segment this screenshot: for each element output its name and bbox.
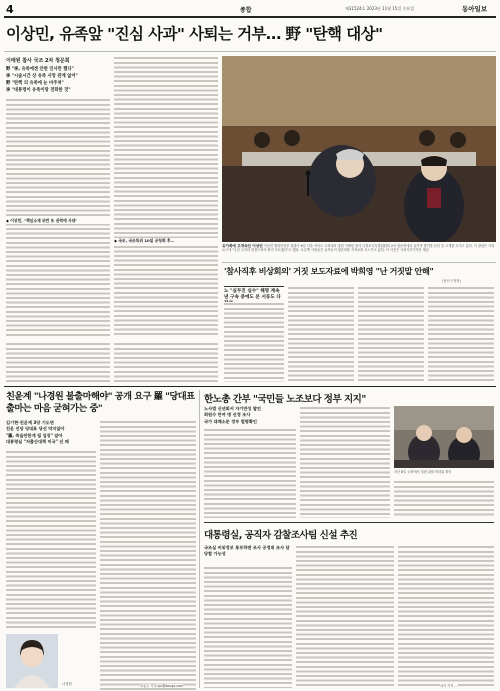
middle-bottom-subitems bbox=[204, 406, 304, 425]
page-number: 4 bbox=[6, 3, 14, 16]
portrait-photo bbox=[6, 634, 58, 688]
left-bottom-text1 bbox=[6, 450, 96, 630]
hearing-photo bbox=[222, 56, 496, 242]
body-text-col2 bbox=[114, 56, 218, 338]
kicker: 이태원 참사 국조 2차 청문회 bbox=[6, 58, 70, 64]
portrait-illustration bbox=[6, 634, 58, 688]
subhead: 野 "李, 유족에겐 안한 인사만 했다" bbox=[6, 67, 74, 72]
column-divider bbox=[199, 390, 200, 688]
right-story-text3 bbox=[358, 286, 424, 382]
meeting-illustration bbox=[394, 406, 494, 468]
masthead-rule bbox=[4, 16, 496, 18]
right-bottom-text1 bbox=[204, 566, 292, 688]
middle-bottom-text3 bbox=[394, 480, 494, 518]
right-story-text1 bbox=[224, 302, 284, 382]
right-story-text2 bbox=[288, 286, 354, 382]
right-story-text4 bbox=[428, 286, 494, 382]
footer-byline: 조동주 기자 djc@donga.com bbox=[140, 684, 184, 688]
meeting-photo bbox=[394, 406, 494, 468]
middle-bottom-headline: 한노총 간부 "국민들 노조보다 정부 지지" bbox=[204, 394, 366, 405]
right-bottom-subline: 국조실 비위정보 통보하면 조사 공정위 조사 담당할 가능성 bbox=[204, 545, 290, 556]
meeting-photo-caption: 지난 8일 국회에서 열린 위원 비대위 회의 bbox=[394, 470, 452, 474]
portrait-caption: 나경원 bbox=[62, 682, 72, 686]
caption-text: 이상민 행정안전부 장관이 6일 서울 여의도 국회에서 열린 이태원 참사 국정조사특별위원회 2차 청문회에서 유가족 발언을 듣던 중 고개를 숙이고 있다. 이 장관은 사과 요구에 "우선 무어라 말씀드려야 할지 모르겠다"고 했다. 오른쪽 사람들은 유족들이 청문회를 지켜보며 흐느끼고 있다. 이 사진은 국회사진기자단 제공 bbox=[222, 244, 495, 253]
subhead: 회원수 만여 명 선정 조사 bbox=[204, 412, 251, 418]
right-story-rule bbox=[222, 262, 496, 263]
right-story-box: 노 "실무진 실수" 해명 계속 낸 구속 중에도 본 서류도 다 bbox=[224, 286, 284, 307]
right-bottom-headline: 대통령실, 공직자 감찰조사팀 신설 추진 bbox=[204, 530, 358, 541]
subhead: 친윤 진당 당대표 당선 막지않아 bbox=[6, 426, 65, 432]
caption-title: 유가족에 고개숙인 이상민 bbox=[222, 244, 263, 248]
top-headline: 이상민, 유족앞 "진심 사과" 사퇴는 거부… 野 "탄핵 대상" bbox=[6, 25, 383, 43]
mid-divider bbox=[204, 522, 494, 523]
subhead: 李 "시술시간 상 유족 사망 관계 없어" bbox=[6, 74, 78, 79]
section-sublabel: ◆ 국조, 국조특위 10일 공청회 후… bbox=[114, 238, 218, 244]
footer-byline: 서사 기자 … bbox=[440, 684, 458, 688]
paper-name: 동아일보 bbox=[462, 5, 488, 13]
subhead: 대통령실 "저출산대책 미국" 선 패 bbox=[6, 439, 69, 445]
subhead: 국가 대체소문 정부 법령확인 bbox=[204, 418, 257, 424]
section-divider bbox=[4, 386, 496, 387]
issue-info: 제31524호 2023년 11월 15일 수요일 bbox=[345, 6, 415, 11]
col-subhead: ◆ 이상민, "책임소재 위반 또 권력에 사대" bbox=[6, 218, 110, 224]
headline-divider bbox=[4, 51, 496, 52]
right-story-headline: '참사직후 비상회의' 거짓 보도자료에 박희영 "난 거짓말 안해" bbox=[224, 266, 434, 276]
right-bottom-text2 bbox=[296, 545, 394, 688]
left-bottom-text2 bbox=[100, 420, 196, 690]
body-text-col1-cont bbox=[6, 342, 110, 382]
subhead: 李 "대통령이 유족이랑 전화한 것" bbox=[6, 88, 71, 93]
left-bottom-headline: 친윤계 "나경원 불출마해야" 공개 요구 羅 "당대표 출마는 마음 굳혀가는 중" bbox=[6, 391, 195, 414]
middle-bottom-text2 bbox=[300, 406, 390, 518]
right-bottom-text3 bbox=[398, 545, 494, 688]
section-label: 종합 bbox=[240, 7, 252, 14]
middle-bottom-text1 bbox=[204, 428, 296, 518]
subhead: "羅, 죽을만한게 될 입장" 알아 bbox=[6, 432, 63, 438]
subhead-list bbox=[6, 66, 106, 94]
photo-caption bbox=[222, 244, 496, 252]
left-bottom-subheads bbox=[6, 420, 96, 446]
subhead: 김기현·친윤계 3당 기도면 bbox=[6, 420, 54, 425]
subhead: 野 "탄핵 의 유족에 눈 마주쳐" bbox=[6, 81, 64, 86]
right-story-byline: (용산구청장) bbox=[442, 279, 462, 283]
hearing-illustration bbox=[222, 56, 496, 242]
subhead: 노사법 신년회서 자기반성 발언 bbox=[204, 406, 261, 411]
body-text-col2-cont bbox=[114, 342, 218, 382]
